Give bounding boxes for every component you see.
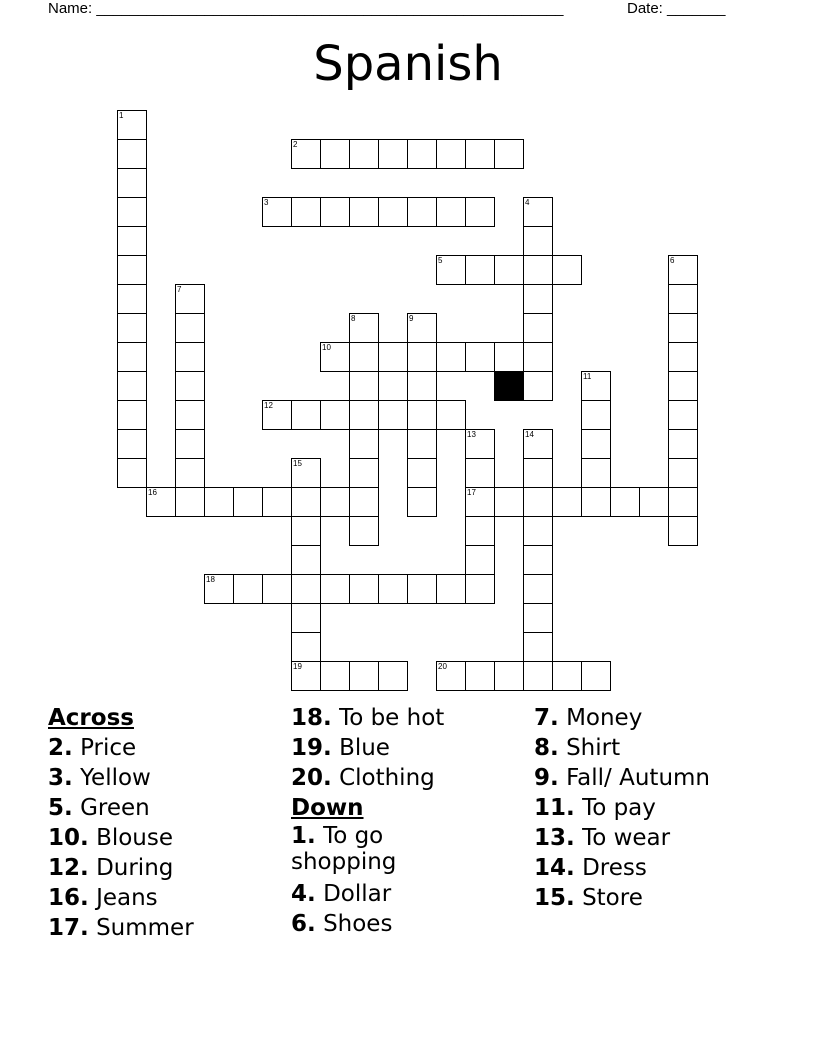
cell-number: 9 bbox=[409, 314, 414, 323]
grid-cell[interactable] bbox=[291, 139, 321, 169]
grid-cell[interactable] bbox=[204, 487, 234, 517]
clue-number: 8. bbox=[534, 735, 559, 761]
grid-cell[interactable] bbox=[291, 574, 321, 604]
grid-cell[interactable] bbox=[349, 197, 379, 227]
grid-cell[interactable] bbox=[117, 313, 147, 343]
clue-item bbox=[534, 733, 784, 763]
grid-cell[interactable] bbox=[407, 197, 437, 227]
grid-cell[interactable] bbox=[291, 516, 321, 546]
grid-cell[interactable] bbox=[291, 661, 321, 691]
grid-cell[interactable] bbox=[407, 313, 437, 343]
grid-cell[interactable] bbox=[175, 284, 205, 314]
grid-cell[interactable] bbox=[436, 400, 466, 430]
grid-cell[interactable] bbox=[552, 487, 582, 517]
grid-cell[interactable] bbox=[610, 487, 640, 517]
grid-cell[interactable] bbox=[117, 429, 147, 459]
clue-item bbox=[48, 823, 298, 853]
grid-cell[interactable] bbox=[117, 371, 147, 401]
clue-number: 5. bbox=[48, 795, 73, 821]
clue-number: 14. bbox=[534, 855, 575, 881]
clue-number: 19. bbox=[291, 735, 332, 761]
clue-item bbox=[291, 823, 441, 875]
grid-cell[interactable] bbox=[320, 574, 350, 604]
grid-cell[interactable] bbox=[581, 661, 611, 691]
clue-item bbox=[291, 879, 541, 909]
grid-cell[interactable] bbox=[233, 574, 263, 604]
grid-cell[interactable] bbox=[407, 574, 437, 604]
grid-cell[interactable] bbox=[523, 545, 553, 575]
clue-column-1 bbox=[48, 703, 298, 943]
grid-cell[interactable] bbox=[581, 400, 611, 430]
cell-number: 7 bbox=[177, 285, 182, 294]
grid-cell[interactable] bbox=[262, 197, 292, 227]
cell-number: 16 bbox=[148, 488, 157, 497]
clue-text: During bbox=[96, 855, 174, 881]
clue-text: To go shopping bbox=[291, 823, 397, 875]
clue-text: Clothing bbox=[339, 765, 435, 791]
clue-item bbox=[534, 793, 784, 823]
grid-cell[interactable] bbox=[407, 400, 437, 430]
clue-item bbox=[534, 703, 784, 733]
grid-cell[interactable] bbox=[175, 487, 205, 517]
grid-cell[interactable] bbox=[349, 516, 379, 546]
grid-cell[interactable] bbox=[349, 574, 379, 604]
grid-cell[interactable] bbox=[523, 516, 553, 546]
clue-item bbox=[48, 793, 298, 823]
clue-text: Money bbox=[566, 705, 643, 731]
grid-cell[interactable] bbox=[581, 371, 611, 401]
clue-text: To be hot bbox=[339, 705, 445, 731]
cell-number: 2 bbox=[293, 140, 298, 149]
grid-cell[interactable] bbox=[262, 574, 292, 604]
clue-number: 20. bbox=[291, 765, 332, 791]
cell-number: 11 bbox=[583, 372, 592, 381]
cell-number: 13 bbox=[467, 430, 476, 439]
grid-cell[interactable] bbox=[668, 516, 698, 546]
clue-column-2 bbox=[291, 703, 541, 939]
cell-number: 19 bbox=[293, 662, 302, 671]
grid-cell[interactable] bbox=[291, 197, 321, 227]
grid-cell[interactable] bbox=[175, 342, 205, 372]
grid-cell[interactable] bbox=[436, 197, 466, 227]
grid-cell[interactable] bbox=[668, 371, 698, 401]
grid-cell[interactable] bbox=[523, 313, 553, 343]
clue-text: Yellow bbox=[80, 765, 151, 791]
grid-cell[interactable] bbox=[523, 574, 553, 604]
grid-cell[interactable] bbox=[117, 139, 147, 169]
grid-cell[interactable] bbox=[320, 197, 350, 227]
grid-cell[interactable] bbox=[436, 255, 466, 285]
grid-cell[interactable] bbox=[436, 574, 466, 604]
grid-cell[interactable] bbox=[668, 458, 698, 488]
black-cell bbox=[494, 371, 524, 401]
clue-item bbox=[534, 763, 784, 793]
grid-cell[interactable] bbox=[523, 255, 553, 285]
grid-cell[interactable] bbox=[581, 429, 611, 459]
clue-text: To wear bbox=[582, 825, 671, 851]
grid-cell[interactable] bbox=[320, 661, 350, 691]
grid-cell[interactable] bbox=[378, 139, 408, 169]
clue-text: Shoes bbox=[323, 911, 393, 937]
grid-cell[interactable] bbox=[291, 603, 321, 633]
grid-cell[interactable] bbox=[668, 400, 698, 430]
clue-number: 18. bbox=[291, 705, 332, 731]
grid-cell[interactable] bbox=[378, 197, 408, 227]
clue-number: 13. bbox=[534, 825, 575, 851]
grid-cell[interactable] bbox=[117, 342, 147, 372]
cell-number: 15 bbox=[293, 459, 302, 468]
grid-cell[interactable] bbox=[494, 139, 524, 169]
grid-cell[interactable] bbox=[117, 400, 147, 430]
grid-cell[interactable] bbox=[465, 458, 495, 488]
clue-text: Store bbox=[582, 885, 643, 911]
clue-text: Jeans bbox=[96, 885, 158, 911]
grid-cell[interactable] bbox=[407, 458, 437, 488]
grid-cell[interactable] bbox=[262, 487, 292, 517]
clue-text: Dollar bbox=[323, 881, 392, 907]
grid-cell[interactable] bbox=[378, 342, 408, 372]
grid-cell[interactable] bbox=[523, 342, 553, 372]
cell-number: 6 bbox=[670, 256, 675, 265]
grid-cell[interactable] bbox=[117, 197, 147, 227]
clue-column-3 bbox=[534, 703, 784, 913]
clue-text: Blue bbox=[339, 735, 390, 761]
cell-number: 3 bbox=[264, 198, 269, 207]
grid-cell[interactable] bbox=[668, 429, 698, 459]
grid-cell[interactable] bbox=[117, 458, 147, 488]
grid-cell[interactable] bbox=[117, 226, 147, 256]
grid-cell[interactable] bbox=[523, 284, 553, 314]
cell-number: 14 bbox=[525, 430, 534, 439]
grid-cell[interactable] bbox=[175, 429, 205, 459]
grid-cell[interactable] bbox=[494, 255, 524, 285]
clue-number: 15. bbox=[534, 885, 575, 911]
grid-cell[interactable] bbox=[494, 661, 524, 691]
grid-cell[interactable] bbox=[523, 632, 553, 662]
grid-cell[interactable] bbox=[349, 342, 379, 372]
grid-cell[interactable] bbox=[407, 342, 437, 372]
grid-cell[interactable] bbox=[349, 139, 379, 169]
clue-item bbox=[534, 823, 784, 853]
grid-cell[interactable] bbox=[465, 197, 495, 227]
clue-text: Green bbox=[80, 795, 150, 821]
cell-number: 8 bbox=[351, 314, 356, 323]
grid-cell[interactable] bbox=[668, 284, 698, 314]
clue-item bbox=[291, 733, 541, 763]
grid-cell[interactable] bbox=[204, 574, 234, 604]
grid-cell[interactable] bbox=[378, 661, 408, 691]
grid-cell[interactable] bbox=[117, 168, 147, 198]
grid-cell[interactable] bbox=[320, 342, 350, 372]
clue-item bbox=[48, 853, 298, 883]
clue-number: 12. bbox=[48, 855, 89, 881]
grid-cell[interactable] bbox=[349, 661, 379, 691]
grid-cell[interactable] bbox=[378, 400, 408, 430]
clue-number: 9. bbox=[534, 765, 559, 791]
clue-item bbox=[534, 853, 784, 883]
clue-text: Dress bbox=[582, 855, 647, 881]
grid-cell[interactable] bbox=[523, 371, 553, 401]
clue-number: 10. bbox=[48, 825, 89, 851]
grid-cell[interactable] bbox=[291, 400, 321, 430]
clue-number: 11. bbox=[534, 795, 575, 821]
cell-number: 1 bbox=[119, 111, 124, 120]
grid-cell[interactable] bbox=[349, 487, 379, 517]
grid-cell[interactable] bbox=[494, 342, 524, 372]
grid-cell[interactable] bbox=[465, 574, 495, 604]
cell-number: 12 bbox=[264, 401, 273, 410]
grid-cell[interactable] bbox=[349, 429, 379, 459]
grid-cell[interactable] bbox=[175, 400, 205, 430]
grid-cell[interactable] bbox=[320, 400, 350, 430]
cell-number: 5 bbox=[438, 256, 443, 265]
cell-number: 4 bbox=[525, 198, 530, 207]
down-heading: Down bbox=[291, 795, 364, 821]
cell-number: 20 bbox=[438, 662, 447, 671]
grid-cell[interactable] bbox=[233, 487, 263, 517]
grid-cell[interactable] bbox=[320, 139, 350, 169]
clue-item bbox=[291, 703, 541, 733]
grid-cell[interactable] bbox=[465, 429, 495, 459]
grid-cell[interactable] bbox=[494, 487, 524, 517]
clue-item bbox=[48, 733, 298, 763]
clue-number: 17. bbox=[48, 915, 89, 941]
grid-cell[interactable] bbox=[175, 371, 205, 401]
grid-cell[interactable] bbox=[552, 255, 582, 285]
across-heading: Across bbox=[48, 705, 134, 731]
grid-cell[interactable] bbox=[465, 545, 495, 575]
grid-cell[interactable] bbox=[291, 458, 321, 488]
grid-cell[interactable] bbox=[117, 284, 147, 314]
grid-cell[interactable] bbox=[262, 400, 292, 430]
cell-number: 17 bbox=[467, 488, 476, 497]
clue-text: Blouse bbox=[96, 825, 174, 851]
grid-cell[interactable] bbox=[349, 371, 379, 401]
grid-cell[interactable] bbox=[523, 487, 553, 517]
clue-text: To pay bbox=[582, 795, 656, 821]
grid-cell[interactable] bbox=[523, 197, 553, 227]
clue-text: Summer bbox=[96, 915, 194, 941]
grid-cell[interactable] bbox=[465, 255, 495, 285]
grid-cell[interactable] bbox=[668, 342, 698, 372]
grid-cell[interactable] bbox=[436, 342, 466, 372]
grid-cell[interactable] bbox=[465, 342, 495, 372]
grid-cell[interactable] bbox=[291, 632, 321, 662]
grid-cell[interactable] bbox=[552, 661, 582, 691]
grid-cell[interactable] bbox=[581, 458, 611, 488]
clue-number: 2. bbox=[48, 735, 73, 761]
grid-cell[interactable] bbox=[668, 487, 698, 517]
grid-cell[interactable] bbox=[523, 458, 553, 488]
clue-number: 3. bbox=[48, 765, 73, 791]
date-field-label: Date: _______ bbox=[627, 0, 726, 17]
clue-item bbox=[291, 763, 541, 793]
grid-cell[interactable] bbox=[668, 255, 698, 285]
page-title: Spanish bbox=[313, 36, 503, 92]
grid-cell[interactable] bbox=[349, 400, 379, 430]
grid-cell[interactable] bbox=[175, 313, 205, 343]
grid-cell[interactable] bbox=[668, 313, 698, 343]
grid-cell[interactable] bbox=[465, 661, 495, 691]
grid-cell[interactable] bbox=[523, 661, 553, 691]
grid-cell[interactable] bbox=[146, 487, 176, 517]
clue-item bbox=[48, 883, 298, 913]
grid-cell[interactable] bbox=[523, 226, 553, 256]
cell-number: 10 bbox=[322, 343, 331, 352]
clue-number: 1. bbox=[291, 823, 316, 849]
clue-text: Shirt bbox=[566, 735, 621, 761]
grid-cell[interactable] bbox=[407, 429, 437, 459]
grid-cell[interactable] bbox=[465, 139, 495, 169]
clue-item bbox=[534, 883, 784, 913]
grid-cell[interactable] bbox=[523, 429, 553, 459]
clue-item bbox=[48, 763, 298, 793]
grid-cell[interactable] bbox=[291, 487, 321, 517]
grid-cell[interactable] bbox=[349, 458, 379, 488]
clue-number: 4. bbox=[291, 881, 316, 907]
grid-cell[interactable] bbox=[320, 487, 350, 517]
name-field-label: Name: ________________________________________________________ bbox=[48, 0, 564, 17]
clue-item bbox=[48, 913, 298, 943]
grid-cell[interactable] bbox=[436, 661, 466, 691]
grid-cell[interactable] bbox=[407, 139, 437, 169]
clue-item bbox=[291, 909, 541, 939]
grid-cell[interactable] bbox=[378, 574, 408, 604]
cell-number: 18 bbox=[206, 575, 215, 584]
grid-cell[interactable] bbox=[407, 371, 437, 401]
clue-text: Fall/ Autumn bbox=[566, 765, 711, 791]
clue-number: 7. bbox=[534, 705, 559, 731]
clue-text: Price bbox=[80, 735, 137, 761]
grid-cell[interactable] bbox=[175, 458, 205, 488]
grid-cell[interactable] bbox=[349, 313, 379, 343]
grid-cell[interactable] bbox=[639, 487, 669, 517]
clue-number: 6. bbox=[291, 911, 316, 937]
grid-cell[interactable] bbox=[436, 139, 466, 169]
grid-cell[interactable] bbox=[407, 487, 437, 517]
grid-cell[interactable] bbox=[291, 545, 321, 575]
grid-cell[interactable] bbox=[581, 487, 611, 517]
grid-cell[interactable] bbox=[465, 516, 495, 546]
grid-cell[interactable] bbox=[117, 255, 147, 285]
clue-number: 16. bbox=[48, 885, 89, 911]
grid-cell[interactable] bbox=[117, 110, 147, 140]
grid-cell[interactable] bbox=[465, 487, 495, 517]
grid-cell[interactable] bbox=[523, 603, 553, 633]
